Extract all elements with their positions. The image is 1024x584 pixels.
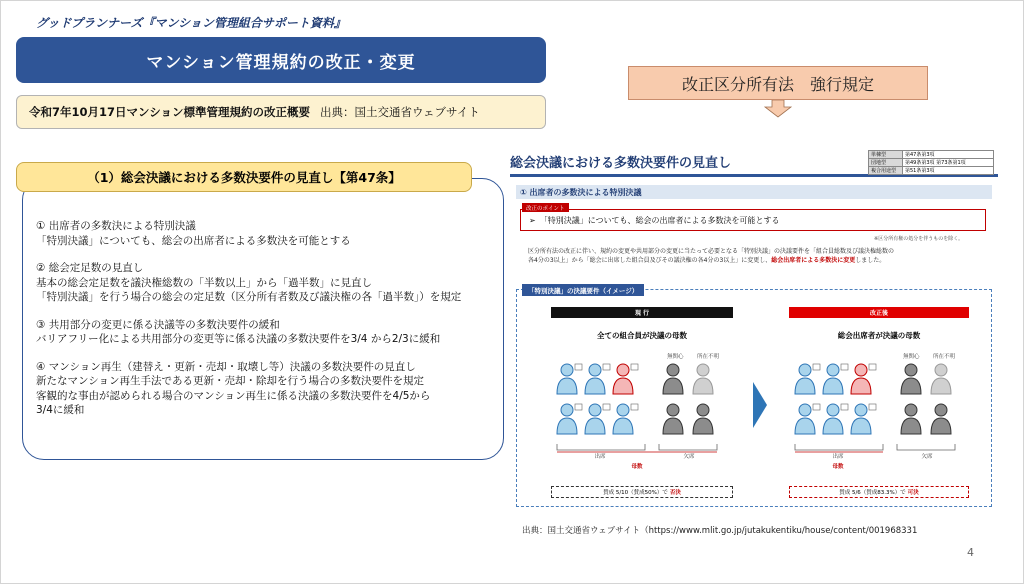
item-heading: ④ マンション再生（建替え・更新・売却・取壊し等）決議の多数決要件の見直し	[36, 360, 416, 373]
item-heading: ③ 共用部分の変更に係る決議等の多数決要件の緩和	[36, 318, 280, 331]
item-line: 基本の総会定足数を議決権総数の「半数以上」から「過半数」に見直し	[36, 276, 372, 289]
before-vote-box: 賛成 5/10（賛成50%）で 否決	[551, 486, 733, 498]
next-arrow-icon	[753, 382, 767, 428]
reference-note: ※区分所有権の処分を伴うものを除く。	[874, 236, 964, 242]
act-box: 改正区分所有法 強行規定	[628, 66, 928, 100]
down-arrow-icon	[764, 100, 792, 118]
after-attend: 出席	[832, 454, 844, 460]
after-caption: 総会出席者が決議の母数	[837, 331, 921, 340]
diagram-tag: 「特別決議」の決議要件（イメージ）	[522, 284, 644, 296]
list-item	[36, 360, 496, 418]
subtitle-main: 令和7年10月17日マンション標準管理規約の改正概要	[29, 105, 310, 119]
item-line: 3/4に緩和	[36, 404, 85, 416]
item-heading: ② 総会定足数の見直し	[36, 262, 144, 274]
before-label: 現 行	[551, 307, 733, 318]
reference-figure	[510, 150, 998, 516]
item-line: 「特別決議」を行う場合の総会の定足数（区分所有者数及び議決権の各「過半数」）を規定	[36, 291, 462, 303]
item-line: 客観的な事由が認められる場合のマンション再生に係る決議の多数決要件を4/5から	[36, 389, 431, 402]
subtitle-source: 出典：国土交通省ウェブサイト	[320, 105, 480, 119]
before-absent: 欠席	[683, 454, 695, 460]
article-table	[868, 150, 994, 175]
table-row: 複合用途型 第51条第3項	[869, 167, 994, 175]
table-row: 単棟型 第47条第3項	[869, 151, 994, 159]
before-denominator: 母数	[631, 464, 643, 470]
table-row: 団地型 第49条第3項 第73条第1項	[869, 159, 994, 167]
content-list	[36, 219, 496, 431]
list-item	[36, 219, 496, 248]
source-citation: 出典：国土交通省ウェブサイト（https://www.mlit.go.jp/jutakukentiku/house/content/001968331	[522, 526, 918, 536]
before-apathetic: 無関心	[667, 354, 684, 360]
section-title: （1）総会決議における多数決要件の見直し【第47条】	[16, 162, 472, 192]
reference-point-text: 「特別決議」についても、総会の出席者による多数決を可能とする	[539, 215, 780, 225]
reference-point-tag: 改正のポイント	[522, 203, 569, 212]
before-attend: 出席	[594, 454, 606, 460]
after-denominator: 母数	[832, 464, 844, 470]
reference-title: 総会決議における多数決要件の見直し	[510, 156, 732, 171]
page-number: 4	[967, 546, 974, 559]
item-line: バリアフリー化による共用部分の変更等に係る決議の多数決要件を3/4 から2/3に緩和	[36, 333, 441, 345]
after-unknown: 所在不明	[933, 354, 956, 360]
item-line: 新たなマンション再生手法である更新・売却・除却を行う場合の多数決要件を規定	[36, 375, 425, 387]
reference-section-label: ① 出席者の多数決による特別決議	[516, 185, 992, 199]
page-title: マンション管理規約の改正・変更	[16, 37, 546, 83]
subtitle-bar	[16, 95, 546, 129]
bullet-arrow-icon: ➢	[529, 215, 536, 225]
list-item	[36, 261, 496, 305]
list-item	[36, 318, 496, 347]
after-vote-box: 賛成 5/6（賛成83.3%）で 可決	[789, 486, 969, 498]
header-tag: グッドプランナーズ『マンション管理組合サポート資料』	[36, 16, 346, 30]
after-label: 改正後	[789, 307, 969, 318]
item-heading: ① 出席者の多数決による特別決議	[36, 220, 196, 232]
highlight-text: 総会出席者による多数決に変更	[771, 257, 856, 264]
item-line: 「特別決議」についても、総会の出席者による多数決を可能とする	[36, 234, 351, 247]
after-apathetic: 無関心	[903, 354, 920, 360]
reference-point-box	[520, 209, 986, 231]
after-absent: 欠席	[921, 454, 933, 460]
before-caption: 全ての組合員が決議の母数	[597, 331, 687, 340]
after-people-icon	[793, 362, 983, 442]
reference-body: 区分所有法の改正に伴い、規約の変更や共用部分の変更に当たって必要となる「特別決議」の決議要件を「組合員総数及び議決権総数の 各4分の3以上」から「総会に出席した組合員及びその議決権の各4分の3以上」に変更し、総会出席者による多数決に変更しました。	[528, 248, 895, 264]
before-unknown: 所在不明	[697, 354, 720, 360]
before-people-icon	[555, 362, 745, 442]
diagram-frame	[516, 289, 992, 507]
